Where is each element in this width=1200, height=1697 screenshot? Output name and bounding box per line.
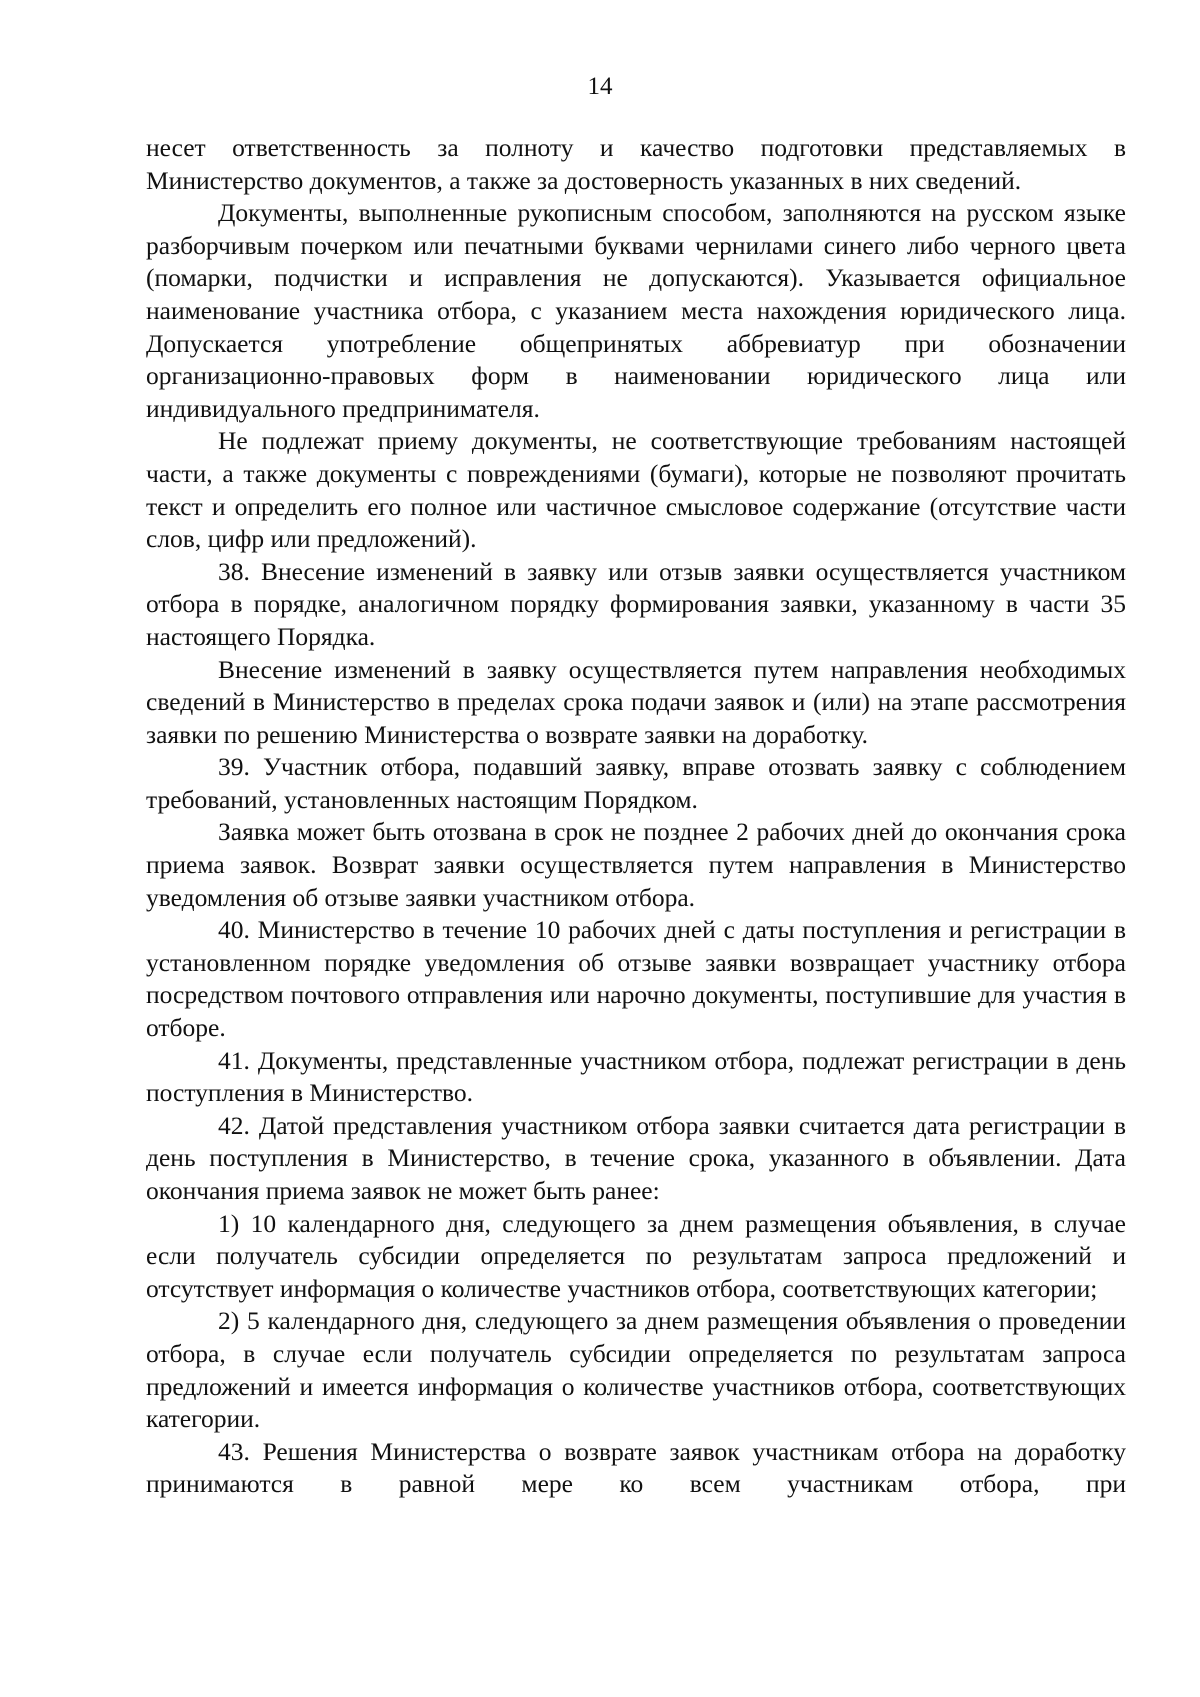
paragraph-handwritten-documents: Документы, выполненные рукописным способом, заполняются на русском языке разборчивым почерком или печатными буквами чернилами синего либо черного цвета (помарки, подчистки и исправления не допускаются). Указывается официальное наименование участника отбора, с указанием места нахождения юридического лица. Допускается употребление общепринятых аббревиатур при обозначении организационно-правовых форм в наименовании юридического лица или индивидуального предпринимателя. <box>146 198 1126 423</box>
page-number: 14 <box>587 73 613 100</box>
paragraph-subitem-1: 1) 10 календарного дня, следующего за днем размещения объявления, в случае если получатель субсидии определяется по результатам запроса предложений и отсутствует информация о количестве участников отбора, соответствующих категории; <box>146 1208 1126 1303</box>
paragraph-item-40: 40. Министерство в течение 10 рабочих дней с даты поступления и регистрации в установленном порядке уведомления об отзыве заявки возвращает участнику отбора посредством почтового отправления или нарочно документы, поступившие для участия в отборе. <box>146 915 1126 1043</box>
paragraph-item-39: 39. Участник отбора, подавший заявку, вправе отозвать заявку с соблюдением требований, установленных настоящим Порядком. <box>146 752 1126 814</box>
paragraph-item-41: 41. Документы, представленные участником отбора, подлежат регистрации в день поступления в Министерство. <box>146 1045 1126 1108</box>
paragraph-rejected-documents: Не подлежат приему документы, не соответствующие требованиям настоящей части, а также документы с повреждениями (бумаги), которые не позволяют прочитать текст и определить его полное или частичное смысловое содержание (отсутствие части слов, цифр или предложений). <box>146 426 1126 554</box>
paragraph-item-43: 43. Решения Министерства о возврате заявок участникам отбора на доработку принимаются в равной мере ко всем участникам отбора, при <box>146 1436 1126 1499</box>
paragraph-amendments: Внесение изменений в заявку осуществляется путем направления необходимых сведений в Министерство в пределах срока подачи заявок и (или) на этапе рассмотрения заявки по решению Министерства о возврате заявки на доработку. <box>146 654 1126 749</box>
paragraph-withdrawal-deadline: Заявка может быть отозвана в срок не позднее 2 рабочих дней до окончания срока приема заявок. Возврат заявки осуществляется путем направления в Министерство уведомления об отзыве заявки участником отбора. <box>146 817 1126 912</box>
document-body <box>146 132 1126 1501</box>
paragraph-item-38: 38. Внесение изменений в заявку или отзыв заявки осуществляется участником отбора в порядке, аналогичном порядку формирования заявки, указанному в части 35 настоящего Порядка. <box>146 556 1126 651</box>
paragraph-continuation: несет ответственность за полноту и качество подготовки представляемых в Министерство документов, а также за достоверность указанных в них сведений. <box>146 133 1126 195</box>
paragraph-item-42: 42. Датой представления участником отбора заявки считается дата регистрации в день поступления в Министерство, в течение срока, указанного в объявлении. Дата окончания приема заявок не может быть ранее: <box>146 1110 1126 1205</box>
paragraph-subitem-2: 2) 5 календарного дня, следующего за днем размещения объявления о проведении отбора, в случае если получатель субсидии определяется по результатам запроса предложений и имеется информация о количестве участников отбора, соответствующих категории. <box>146 1306 1126 1434</box>
